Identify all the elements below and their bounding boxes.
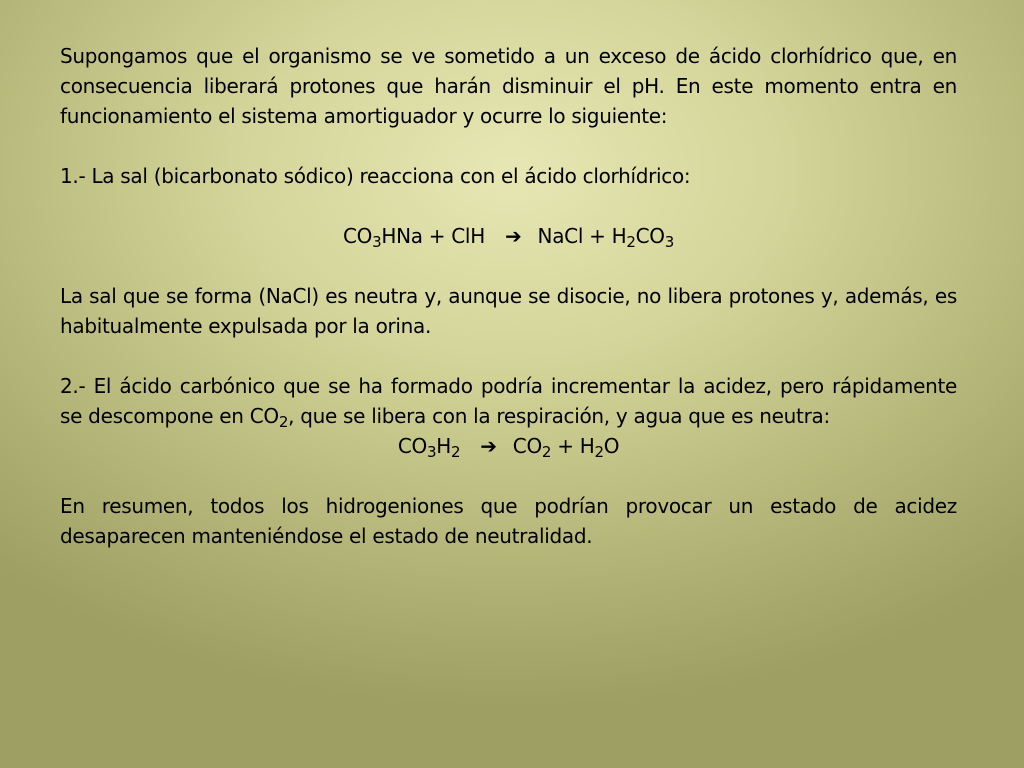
step-2-paragraph [60, 371, 957, 431]
summary-paragraph: En resumen, todos los hidrogeniones que podrían provocar un estado de acidez desaparecen manteniéndose el estado de neutralidad. [60, 494, 957, 548]
eq2-reactant-h: H [436, 434, 451, 458]
intro-paragraph: Supongamos que el organismo se ve sometido a un exceso de ácido clorhídrico que, en consecuencia liberará protones que harán disminuir el pH. En este momento entra en funcionamiento el sistema amortiguador y ocurre lo siguiente: [60, 44, 957, 128]
eq1-reactant-co: CO [342, 224, 373, 248]
eq1-product-sub: 2 [626, 233, 636, 251]
step-2-text-b: , que se libera con la respiración, y agua que es neutra: [288, 404, 830, 428]
eq2-product-o: O [603, 434, 620, 458]
eq2-product-h: + H [551, 434, 595, 458]
step-2-text-a: 2.- El ácido carbónico que se ha formado podría incrementar la acidez, pero rápidamente se descompone en CO [60, 374, 957, 428]
arrow-icon: ➔ [505, 224, 522, 248]
spacer [60, 131, 957, 161]
spacer [60, 461, 957, 491]
eq2-product-sub: 2 [541, 443, 552, 461]
spacer [60, 191, 957, 221]
eq1-reactant-rest: HNa + ClH [381, 224, 485, 248]
slide-content [60, 41, 957, 551]
eq2-reactant-sub: 3 [426, 443, 437, 461]
spacer [60, 251, 957, 281]
step-1-paragraph: 1.- La sal (bicarbonato sódico) reacciona con el ácido clorhídrico: [60, 164, 691, 188]
eq1-product-start: NaCl + H [537, 224, 627, 248]
eq2-product-sub2: 2 [594, 443, 604, 461]
equation-1 [60, 221, 957, 251]
eq1-product-sub2: 3 [664, 233, 674, 251]
salt-paragraph: La sal que se forma (NaCl) es neutra y, aunque se disocie, no libera protones y, además, es habitualmente expulsada por la orina. [60, 284, 957, 338]
equation-2 [60, 431, 957, 461]
eq1-product-mid: CO [635, 224, 665, 248]
eq2-product-co: CO [512, 434, 542, 458]
spacer [60, 341, 957, 371]
arrow-icon: ➔ [480, 434, 497, 458]
step-2-sub: 2 [278, 413, 289, 431]
eq2-reactant-co: CO [397, 434, 427, 458]
eq1-reactant-sub: 3 [372, 233, 382, 251]
eq2-reactant-sub2: 2 [450, 443, 461, 461]
